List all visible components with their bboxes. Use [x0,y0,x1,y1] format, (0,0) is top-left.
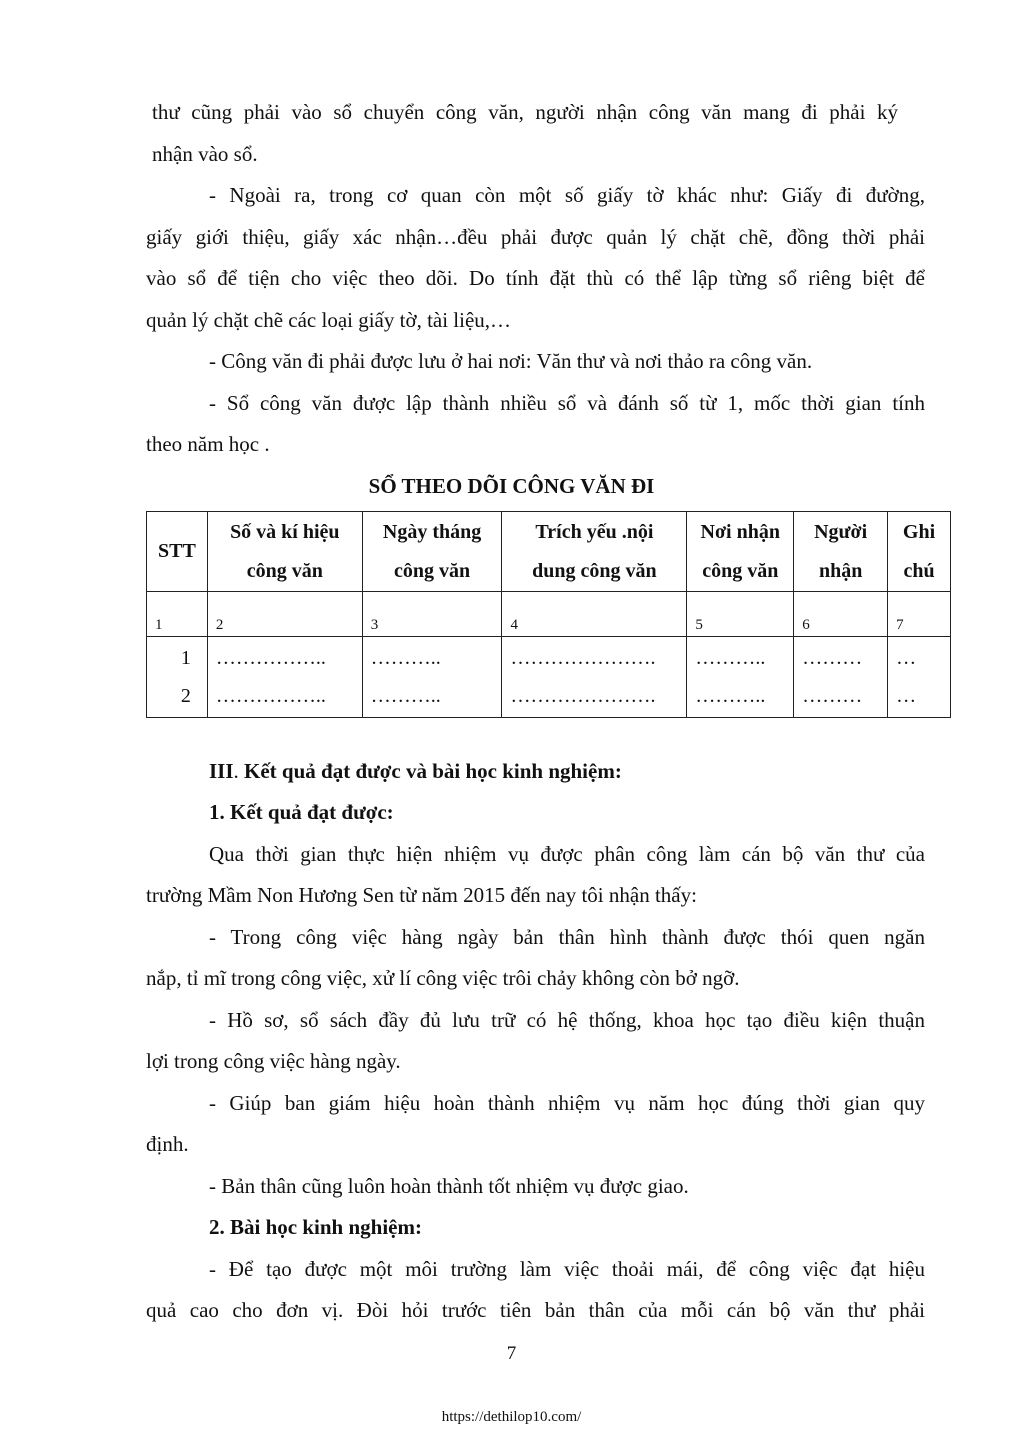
paragraph-line: nhận vào sổ. [152,142,258,166]
paragraph-line: - Trong công việc hàng ngày bản thân hình thành được thói quen ngăn [209,925,925,949]
table-title: SỔ THEO DÕI CÔNG VĂN ĐI [368,474,655,498]
paragraph-line: thư cũng phải vào sổ chuyển công văn, người nhận công văn mang đi phải ký [152,100,898,124]
header-summary: Trích yếu .nội dung công văn [502,512,687,592]
column-number: 5 [687,592,794,637]
paragraph-line: theo năm học . [146,432,270,456]
column-number: 2 [207,592,362,637]
paragraph-line: trường Mầm Non Hương Sen từ năm 2015 đến nay tôi nhận thấy: [146,883,697,907]
header-receiver: Người nhận [794,512,888,592]
table-row [147,637,951,718]
outgoing-document-log-table [146,511,951,718]
page-number: 7 [506,1343,517,1364]
table-cell: … … [888,637,951,718]
table-header-row [147,512,951,592]
paragraph-line: lợi trong công việc hàng ngày. [146,1049,401,1073]
paragraph-line: - Hồ sơ, sổ sách đầy đủ lưu trữ có hệ thống, khoa học tạo điều kiện thuận [209,1008,925,1032]
paragraph-line: - Sổ công văn được lập thành nhiều sổ và đánh số từ 1, mốc thời gian tính [209,391,925,415]
header-recipient-place: Nơi nhận công văn [687,512,794,592]
paragraph-line: giấy giới thiệu, giấy xác nhận…đều phải được quản lý chặt chẽ, đồng thời phải [146,225,925,249]
column-number: 3 [362,592,502,637]
table-cell: ……….. ……….. [687,637,794,718]
paragraph-line: vào sổ để tiện cho việc theo dõi. Do tính đặt thù có thể lập từng sổ riêng biệt để [146,266,925,290]
paragraph-line: Qua thời gian thực hiện nhiệm vụ được phân công làm cán bộ văn thư của [209,842,925,866]
paragraph-line: nắp, tỉ mĩ trong công việc, xử lí công việc trôi chảy không còn bở ngỡ. [146,966,740,990]
paragraph-line: - Ngoài ra, trong cơ quan còn một số giấy tờ khác như: Giấy đi đường, [209,183,925,207]
paragraph-line: - Công văn đi phải được lưu ở hai nơi: Văn thư và nơi thảo ra công văn. [209,349,813,373]
paragraph-line: - Bản thân cũng luôn hoàn thành tốt nhiệm vụ được giao. [209,1174,689,1198]
table-cell: 1 2 [147,637,208,718]
column-number: 1 [147,592,208,637]
header-date: Ngày tháng công văn [362,512,502,592]
paragraph-line: quả cao cho đơn vị. Đòi hỏi trước tiên bản thân của mỗi cán bộ văn thư phải [146,1298,925,1322]
column-number: 7 [888,592,951,637]
header-number-symbol: Số và kí hiệu công văn [207,512,362,592]
paragraph-line: - Giúp ban giám hiệu hoàn thành nhiệm vụ năm học đúng thời gian quy [209,1091,925,1115]
table-cell: ……… ……… [794,637,888,718]
header-stt: STT [147,512,208,592]
header-note: Ghi chú [888,512,951,592]
table-cell: …………………. …………………. [502,637,687,718]
paragraph-line: - Để tạo được một môi trường làm việc thoải mái, để công việc đạt hiệu [209,1257,925,1281]
footer-url[interactable]: https://dethilop10.com/ [441,1409,582,1425]
subsection-heading-results: 1. Kết quả đạt được: [209,800,394,824]
table-cell: …………….. …………….. [207,637,362,718]
column-number: 4 [502,592,687,637]
subsection-heading-lessons: 2. Bài học kinh nghiệm: [209,1215,422,1239]
column-number: 6 [794,592,888,637]
paragraph-line: quản lý chặt chẽ các loại giấy tờ, tài liệu,… [146,308,512,332]
table-cell: ……….. ……….. [362,637,502,718]
paragraph-line: định. [146,1132,189,1156]
section-heading: III. Kết quả đạt được và bài học kinh nghiệm: [209,759,622,783]
table-column-number-row [147,592,951,637]
